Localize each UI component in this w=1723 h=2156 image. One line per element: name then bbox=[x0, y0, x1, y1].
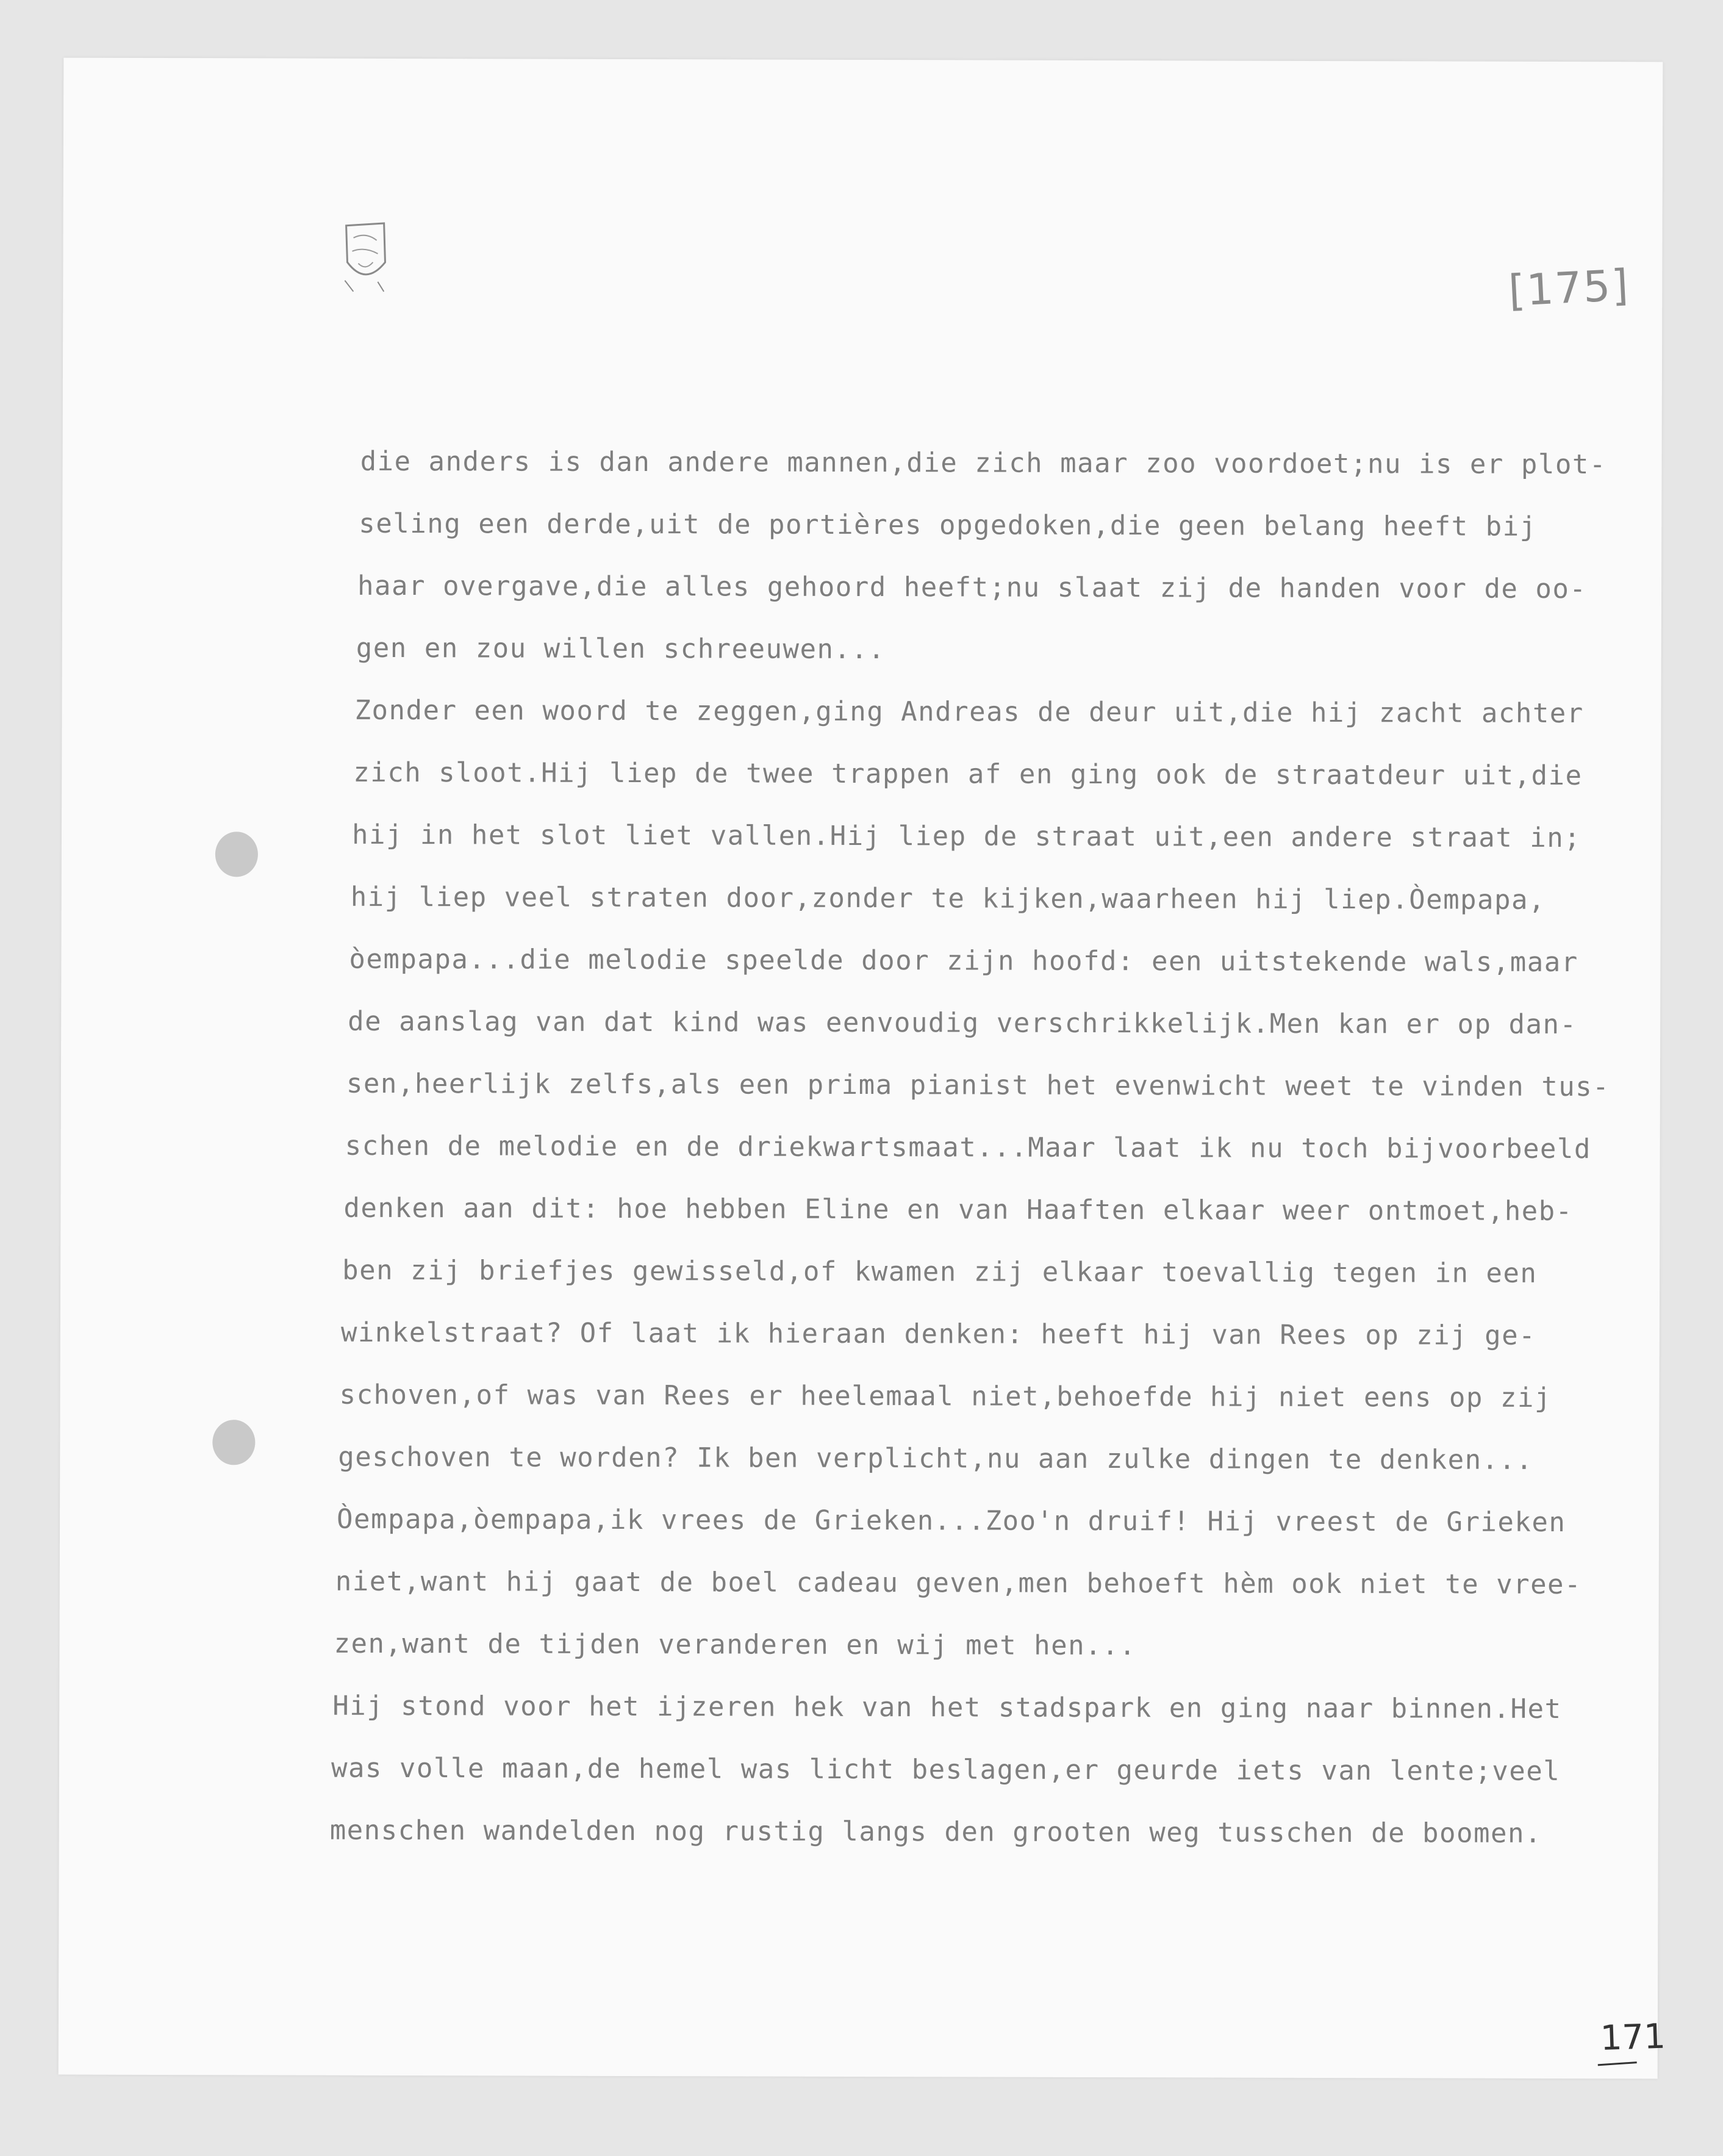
text-line: menschen wandelden nog rustig langs den grooten weg tusschen de boomen. bbox=[329, 1814, 1542, 1849]
text-line: geschoven te worden? Ik ben verplicht,nu aan zulke dingen te denken... bbox=[338, 1441, 1533, 1476]
punch-hole bbox=[212, 1420, 255, 1465]
text-line: Òempapa,òempapa,ik vrees de Grieken...Zoo'n druif! Hij vreest de Grieken bbox=[336, 1503, 1566, 1539]
typed-text bbox=[329, 431, 1710, 1866]
page-number-underline bbox=[1598, 2061, 1637, 2066]
text-line: Zonder een woord te zeggen,ging Andreas de deur uit,die hij zacht achter bbox=[354, 694, 1584, 730]
text-line: sen,heerlijk zelfs,als een prima pianist het evenwicht weet te vinden tus- bbox=[346, 1068, 1610, 1103]
typescript-page bbox=[59, 58, 1666, 2079]
text-line: Hij stond voor het ijzeren hek van het stadspark en ging naar binnen.Het bbox=[332, 1690, 1562, 1725]
text-line: ben zij briefjes gewisseld,of kwamen zij elkaar toevallig tegen in een bbox=[342, 1254, 1538, 1289]
text-line: haar overgave,die alles gehoord heeft;nu slaat zij de handen voor de oo- bbox=[357, 570, 1587, 605]
text-line: hij liep veel straten door,zonder te kijken,waarheen hij liep.Òempapa, bbox=[350, 881, 1546, 916]
text-line: niet,want hij gaat de boel cadeau geven,men behoeft hèm ook niet te vree- bbox=[335, 1565, 1582, 1601]
text-line: schoven,of was van Rees er heelemaal niet,behoefde hij niet eens op zij bbox=[339, 1379, 1552, 1414]
text-line: de aanslag van dat kind was eenvoudig verschrikkelijk.Men kan er op dan- bbox=[348, 1005, 1577, 1041]
page-number: 171 bbox=[1599, 2016, 1666, 2059]
text-line: winkelstraat? Of laat ik hieraan denken: heeft hij van Rees op zij ge- bbox=[340, 1317, 1536, 1351]
punch-hole bbox=[215, 832, 258, 877]
text-line: òempapa...die melodie speelde door zijn hoofd: een uitstekende wals,maar bbox=[349, 943, 1578, 979]
text-line: zen,want de tijden veranderen en wij met hen... bbox=[334, 1628, 1137, 1662]
archive-stamp-icon bbox=[341, 220, 389, 293]
text-line: denken aan dit: hoe hebben Eline en van Haaften elkaar weer ontmoet,heb- bbox=[343, 1192, 1573, 1227]
text-line: zich sloot.Hij liep de twee trappen af en ging ook de straatdeur uit,die bbox=[353, 756, 1583, 792]
archive-number: [175] bbox=[1507, 260, 1631, 316]
text-line: die anders is dan andere mannen,die zich maar zoo voordoet;nu is er plot- bbox=[360, 445, 1607, 481]
text-line: was volle maan,de hemel was licht beslagen,er geurde iets van lente;veel bbox=[331, 1752, 1561, 1788]
text-line: schen de melodie en de driekwartsmaat...Maar laat ik nu toch bijvoorbeeld bbox=[345, 1130, 1592, 1165]
text-line: gen en zou willen schreeuwen... bbox=[356, 632, 886, 666]
text-line: hij in het slot liet vallen.Hij liep de straat uit,een andere straat in; bbox=[351, 819, 1582, 854]
text-line: seling een derde,uit de portières opgedoken,die geen belang heeft bij bbox=[359, 508, 1537, 542]
